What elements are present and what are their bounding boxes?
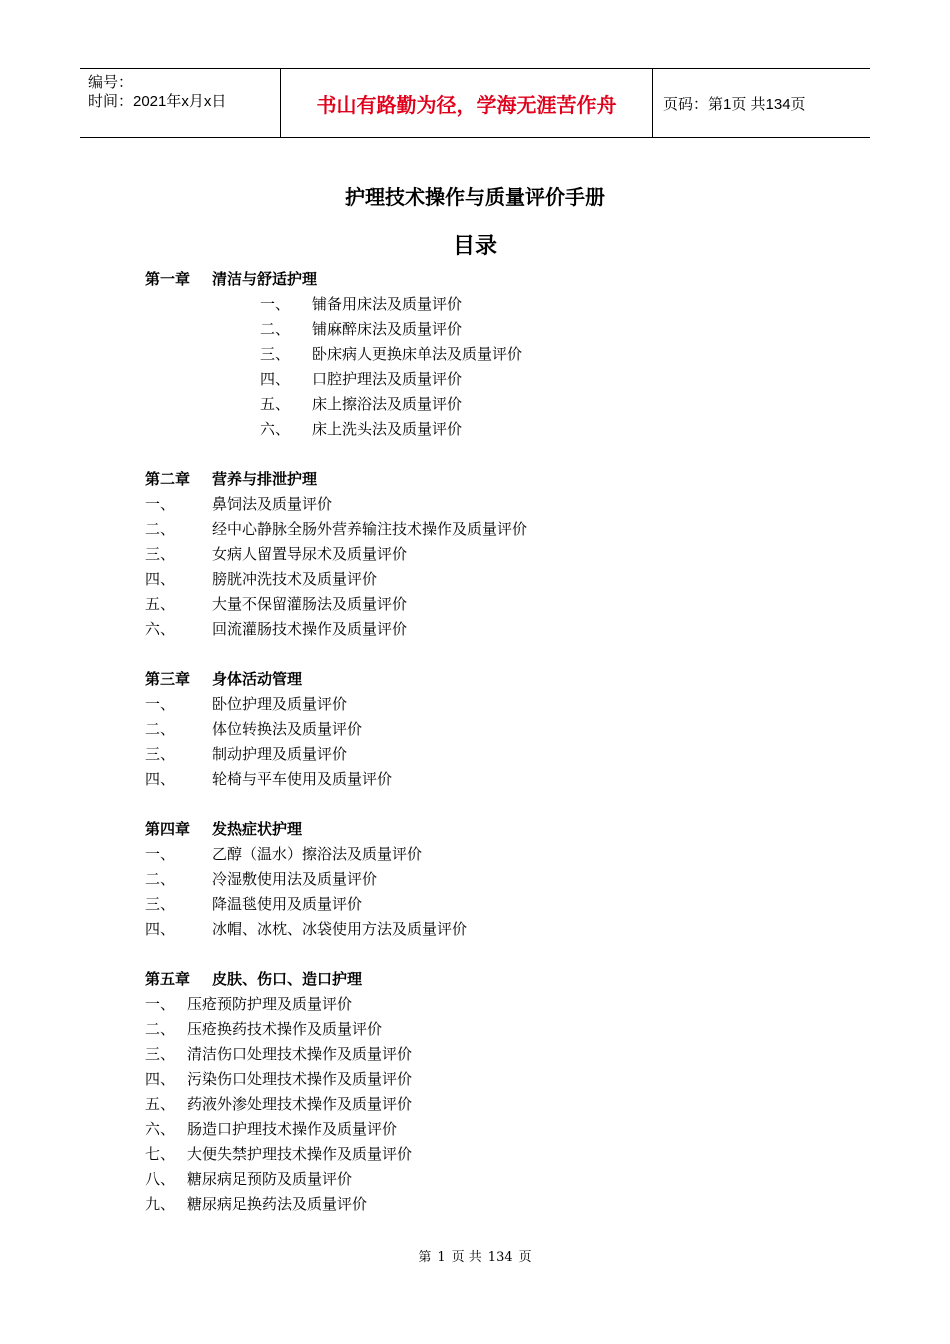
toc-entry-title: 铺备用床法及质量评价 bbox=[312, 295, 463, 313]
toc-entry-title: 污染伤口处理技术操作及质量评价 bbox=[187, 1070, 413, 1088]
toc-entry[interactable] bbox=[145, 892, 845, 917]
chapter-name: 皮肤、伤口、造口护理 bbox=[212, 970, 363, 988]
toc-entry-title: 降温毯使用及质量评价 bbox=[212, 895, 363, 913]
toc-entry-title: 回流灌肠技术操作及质量评价 bbox=[212, 620, 408, 638]
toc-entry[interactable] bbox=[145, 917, 845, 942]
footer-suffix: 页 bbox=[518, 1250, 532, 1265]
toc-entry[interactable] bbox=[145, 1117, 845, 1142]
toc-entry-title: 压疮预防护理及质量评价 bbox=[187, 995, 353, 1013]
toc-entry-number: 八、 bbox=[145, 1170, 176, 1188]
chapter-spacer bbox=[145, 442, 845, 467]
toc-entry-number: 三、 bbox=[260, 345, 291, 363]
toc-entry-number: 二、 bbox=[145, 720, 176, 738]
footer-page-number: 1 bbox=[437, 1250, 446, 1265]
toc-entry[interactable] bbox=[145, 417, 845, 442]
chapter-name: 营养与排泄护理 bbox=[212, 470, 318, 488]
toc-entry[interactable] bbox=[145, 392, 845, 417]
toc-entry-title: 糖尿病足预防及质量评价 bbox=[187, 1170, 353, 1188]
toc-entry-number: 二、 bbox=[145, 1020, 176, 1038]
chapter-number: 第一章 bbox=[145, 270, 191, 288]
toc-entry[interactable] bbox=[145, 717, 845, 742]
toc-entry-title: 乙醇（温水）擦浴法及质量评价 bbox=[212, 845, 423, 863]
toc-entry-title: 床上擦浴法及质量评价 bbox=[312, 395, 463, 413]
toc-entry-number: 七、 bbox=[145, 1145, 176, 1163]
toc-entry-number: 五、 bbox=[145, 1095, 176, 1113]
toc-entry-title: 经中心静脉全肠外营养输注技术操作及质量评价 bbox=[212, 520, 528, 538]
toc-entry[interactable] bbox=[145, 592, 845, 617]
toc-entry[interactable] bbox=[145, 1042, 845, 1067]
toc-entry[interactable] bbox=[145, 342, 845, 367]
toc-title: 目录 bbox=[452, 234, 497, 259]
toc-entry[interactable] bbox=[145, 842, 845, 867]
page-footer bbox=[0, 1246, 950, 1265]
toc-entry-number: 五、 bbox=[145, 595, 176, 613]
chapter-spacer bbox=[145, 792, 845, 817]
toc-entry-title: 卧位护理及质量评价 bbox=[212, 695, 348, 713]
toc-entry-title: 轮椅与平车使用及质量评价 bbox=[212, 770, 393, 788]
toc-entry-number: 四、 bbox=[145, 920, 176, 938]
toc-entry-number: 二、 bbox=[145, 520, 176, 538]
document-title: 护理技术操作与质量评价手册 bbox=[345, 185, 605, 209]
toc-entry[interactable] bbox=[145, 767, 845, 792]
toc-entry-number: 四、 bbox=[145, 570, 176, 588]
toc-entry-title: 肠造口护理技术操作及质量评价 bbox=[187, 1120, 398, 1138]
toc-entry[interactable] bbox=[145, 317, 845, 342]
toc-entry-number: 一、 bbox=[145, 495, 176, 513]
toc-entry-number: 一、 bbox=[145, 695, 176, 713]
toc-entry-number: 二、 bbox=[260, 320, 291, 338]
toc-entry-title: 卧床病人更换床单法及质量评价 bbox=[312, 345, 523, 363]
toc-entry[interactable] bbox=[145, 1192, 845, 1217]
header-page-info: 页码：第1页 共134页 bbox=[663, 95, 806, 113]
chapter-number: 第三章 bbox=[145, 670, 191, 688]
toc-entry[interactable] bbox=[145, 742, 845, 767]
chapter-number: 第四章 bbox=[145, 820, 191, 838]
toc-entry[interactable] bbox=[145, 617, 845, 642]
toc-chapter-heading[interactable] bbox=[145, 267, 845, 292]
chapter-name: 清洁与舒适护理 bbox=[212, 270, 318, 288]
toc-entry-title: 压疮换药技术操作及质量评价 bbox=[187, 1020, 383, 1038]
toc-entry-title: 口腔护理法及质量评价 bbox=[312, 370, 463, 388]
chapter-spacer bbox=[145, 942, 845, 967]
chapter-spacer bbox=[145, 642, 845, 667]
toc-entry[interactable] bbox=[145, 1017, 845, 1042]
toc-entry-number: 九、 bbox=[145, 1195, 176, 1213]
toc-chapter-heading[interactable] bbox=[145, 967, 845, 992]
toc-entry-title: 制动护理及质量评价 bbox=[212, 745, 348, 763]
footer-prefix: 第 bbox=[418, 1250, 432, 1265]
toc-entry-title: 糖尿病足换药法及质量评价 bbox=[187, 1195, 368, 1213]
toc-entry-number: 二、 bbox=[145, 870, 176, 888]
toc-entry[interactable] bbox=[145, 1167, 845, 1192]
toc-entry-title: 大便失禁护理技术操作及质量评价 bbox=[187, 1145, 413, 1163]
footer-mid: 页 共 bbox=[451, 1250, 482, 1265]
page-header bbox=[80, 68, 870, 138]
toc-entry-number: 六、 bbox=[260, 420, 291, 438]
toc-entry-title: 冷湿敷使用法及质量评价 bbox=[212, 870, 378, 888]
toc-entry-title: 床上洗头法及质量评价 bbox=[312, 420, 463, 438]
toc-entry[interactable] bbox=[145, 1067, 845, 1092]
toc-entry[interactable] bbox=[145, 542, 845, 567]
toc-entry[interactable] bbox=[145, 367, 845, 392]
toc-entry-number: 四、 bbox=[260, 370, 291, 388]
header-motto: 书山有路勤为径，学海无涯苦作舟 bbox=[280, 69, 653, 137]
toc-entry[interactable] bbox=[145, 1092, 845, 1117]
chapter-number: 第五章 bbox=[145, 970, 191, 988]
toc-entry[interactable] bbox=[145, 1142, 845, 1167]
toc-entry-title: 大量不保留灌肠法及质量评价 bbox=[212, 595, 408, 613]
toc-entry[interactable] bbox=[145, 692, 845, 717]
document-number-label: 编号： bbox=[88, 74, 134, 91]
toc-entry-number: 六、 bbox=[145, 620, 176, 638]
toc-entry[interactable] bbox=[145, 867, 845, 892]
document-time-label: 时间：2021年x月x日 bbox=[88, 93, 227, 110]
toc-entry-number: 一、 bbox=[145, 845, 176, 863]
table-of-contents bbox=[145, 267, 845, 1217]
toc-entry-title: 膀胱冲洗技术及质量评价 bbox=[212, 570, 378, 588]
toc-entry[interactable] bbox=[145, 492, 845, 517]
toc-entry-number: 四、 bbox=[145, 770, 176, 788]
footer-total-pages: 134 bbox=[487, 1250, 513, 1265]
toc-entry-number: 五、 bbox=[260, 395, 291, 413]
chapter-name: 身体活动管理 bbox=[212, 670, 303, 688]
toc-entry-number: 三、 bbox=[145, 1045, 176, 1063]
toc-entry-number: 三、 bbox=[145, 545, 176, 563]
toc-chapter-heading[interactable] bbox=[145, 817, 845, 842]
toc-entry-title: 药液外渗处理技术操作及质量评价 bbox=[187, 1095, 413, 1113]
toc-entry[interactable] bbox=[145, 517, 845, 542]
toc-entry-title: 体位转换法及质量评价 bbox=[212, 720, 363, 738]
toc-entry-title: 鼻饲法及质量评价 bbox=[212, 495, 333, 513]
toc-entry-title: 铺麻醉床法及质量评价 bbox=[312, 320, 463, 338]
toc-entry-number: 四、 bbox=[145, 1070, 176, 1088]
toc-entry-number: 三、 bbox=[145, 895, 176, 913]
toc-entry-number: 六、 bbox=[145, 1120, 176, 1138]
header-meta bbox=[80, 69, 280, 137]
toc-entry[interactable] bbox=[145, 992, 845, 1017]
chapter-name: 发热症状护理 bbox=[212, 820, 303, 838]
toc-entry[interactable] bbox=[145, 567, 845, 592]
toc-entry-title: 女病人留置导尿术及质量评价 bbox=[212, 545, 408, 563]
toc-entry-title: 冰帽、冰枕、冰袋使用方法及质量评价 bbox=[212, 920, 468, 938]
chapter-number: 第二章 bbox=[145, 470, 191, 488]
toc-entry-title: 清洁伤口处理技术操作及质量评价 bbox=[187, 1045, 413, 1063]
toc-entry-number: 一、 bbox=[260, 295, 291, 313]
toc-entry[interactable] bbox=[145, 292, 845, 317]
toc-entry-number: 三、 bbox=[145, 745, 176, 763]
toc-entry-number: 一、 bbox=[145, 995, 176, 1013]
toc-chapter-heading[interactable] bbox=[145, 467, 845, 492]
toc-chapter-heading[interactable] bbox=[145, 667, 845, 692]
